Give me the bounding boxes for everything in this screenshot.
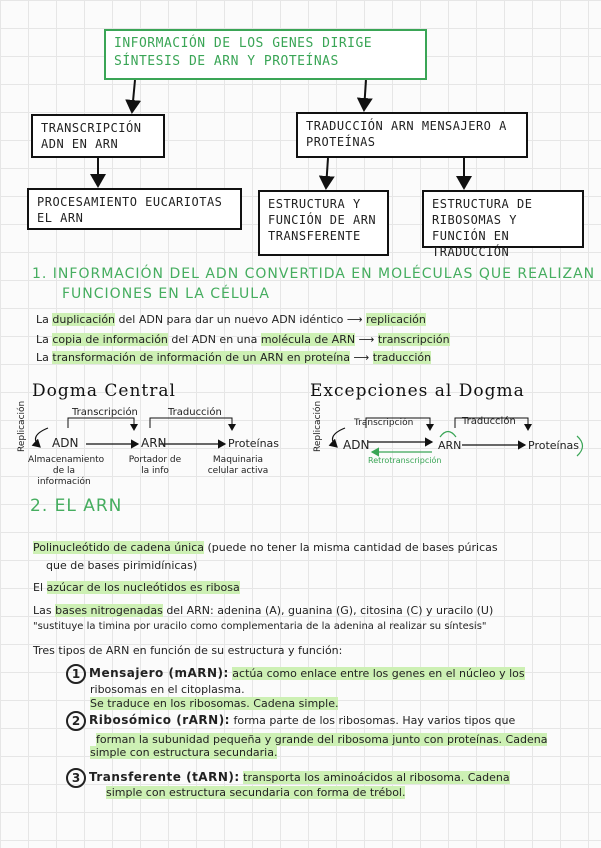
number-1-badge: 1: [66, 664, 86, 684]
map-estructura-ribosomas-box: ESTRUCTURA DE RIBOSOMAS Y FUNCIÓN EN TRADUCCIÓN: [422, 190, 584, 248]
excepciones-replicacion-label: Replicación: [313, 400, 323, 452]
arn-type-transferente-line2: simple con estructura secundaria con forma de trébol.: [106, 786, 406, 799]
arn-type-ribosomico-line3: simple con estructura secundaria.: [90, 746, 278, 759]
section2-p2: El azúcar de los nucleótidos es ribosa: [33, 581, 240, 594]
excepciones-adn: ADN: [343, 438, 370, 452]
number-2-badge: 2: [66, 711, 86, 731]
dogma-arn: ARN: [141, 436, 167, 450]
section2-p1: Polinucleótido de cadena única (puede no tener la misma cantidad de bases púricas: [33, 541, 498, 554]
dogma-proteinas: Proteínas: [228, 437, 280, 450]
section1-title: 1. INFORMACIÓN DEL ADN CONVERTIDA EN MOLÉCULAS QUE REALIZAN: [32, 266, 596, 282]
section1-row-3: La transformación de información de un ARN en proteína ⟶ traducción: [36, 351, 432, 364]
number-3-badge: 3: [66, 768, 86, 788]
section1-row-1: La duplicación del ADN para dar un nuevo ADN idéntico ⟶ replicación: [36, 313, 426, 326]
arn-type-transferente: 3 Transferente (tARN): transporta los aminoácidos al ribosoma. Cadena: [66, 768, 510, 788]
dogma-central-title: Dogma Central: [32, 381, 176, 401]
dogma-traduccion-label: Traducción: [168, 407, 222, 418]
dogma-caption-proteinas: Maquinaria celular activa: [207, 455, 269, 476]
map-traduccion-box: TRADUCCIÓN ARN MENSAJERO A PROTEÍNAS: [296, 112, 528, 158]
map-estructura-arnt-box: ESTRUCTURA Y FUNCIÓN DE ARN TRANSFERENTE: [258, 190, 389, 256]
map-procesamiento-box: PROCESAMIENTO EUCARIOTAS EL ARN: [27, 188, 242, 230]
arn-type-mensajero-line3: Se traduce en los ribosomas. Cadena simple.: [90, 697, 339, 710]
excepciones-retro-label: Retrotranscripción: [368, 456, 442, 465]
section2-p4: Tres tipos de ARN en función de su estructura y función:: [33, 644, 343, 657]
excepciones-arn: ARN: [438, 439, 462, 452]
arn-type-ribosomico-line2: forman la subunidad pequeña y grande del ribosoma junto con proteínas. Cadena: [96, 733, 548, 746]
map-top-box: INFORMACIÓN DE LOS GENES DIRIGE SÍNTESIS DE ARN Y PROTEÍNAS: [104, 29, 427, 80]
excepciones-transcripcion-label: Transcripción: [354, 418, 414, 428]
arn-type-ribosomico: 2 Ribosómico (rARN): forma parte de los ribosomas. Hay varios tipos que: [66, 711, 515, 731]
dogma-caption-adn: Almacenamiento de la información: [28, 455, 105, 487]
section2-p3-line2: "sustituye la timina por uracilo como complementaria de la adenina al realizar su síntesis": [33, 621, 487, 632]
arn-type-mensajero: 1 Mensajero (mARN): actúa como enlace entre los genes en el núcleo y los: [66, 664, 525, 684]
dogma-caption-arn: Portador de la info: [128, 455, 182, 476]
excepciones-title: Excepciones al Dogma: [310, 381, 525, 401]
section2-p1-line2: que de bases pirimidínicas): [46, 559, 198, 572]
arn-type-mensajero-line2: ribosomas en el citoplasma.: [90, 683, 245, 696]
dogma-transcripcion-label: Transcripción: [72, 407, 138, 418]
map-transcripcion-box: TRANSCRIPCIÓN ADN EN ARN: [31, 114, 165, 158]
section2-title: 2. EL ARN: [30, 496, 123, 516]
section2-p3: Las bases nitrogenadas del ARN: adenina (A), guanina (G), citosina (C) y uracilo (U): [33, 604, 494, 617]
section1-title-line2: FUNCIONES EN LA CÉLULA: [62, 286, 270, 302]
excepciones-traduccion-label: Traducción: [462, 416, 516, 427]
dogma-adn: ADN: [52, 436, 79, 450]
dogma-replicacion-label: Replicación: [17, 400, 27, 452]
section1-row-2: La copia de información del ADN en una molécula de ARN ⟶ transcripción: [36, 333, 450, 346]
excepciones-proteinas: Proteínas: [528, 439, 580, 452]
